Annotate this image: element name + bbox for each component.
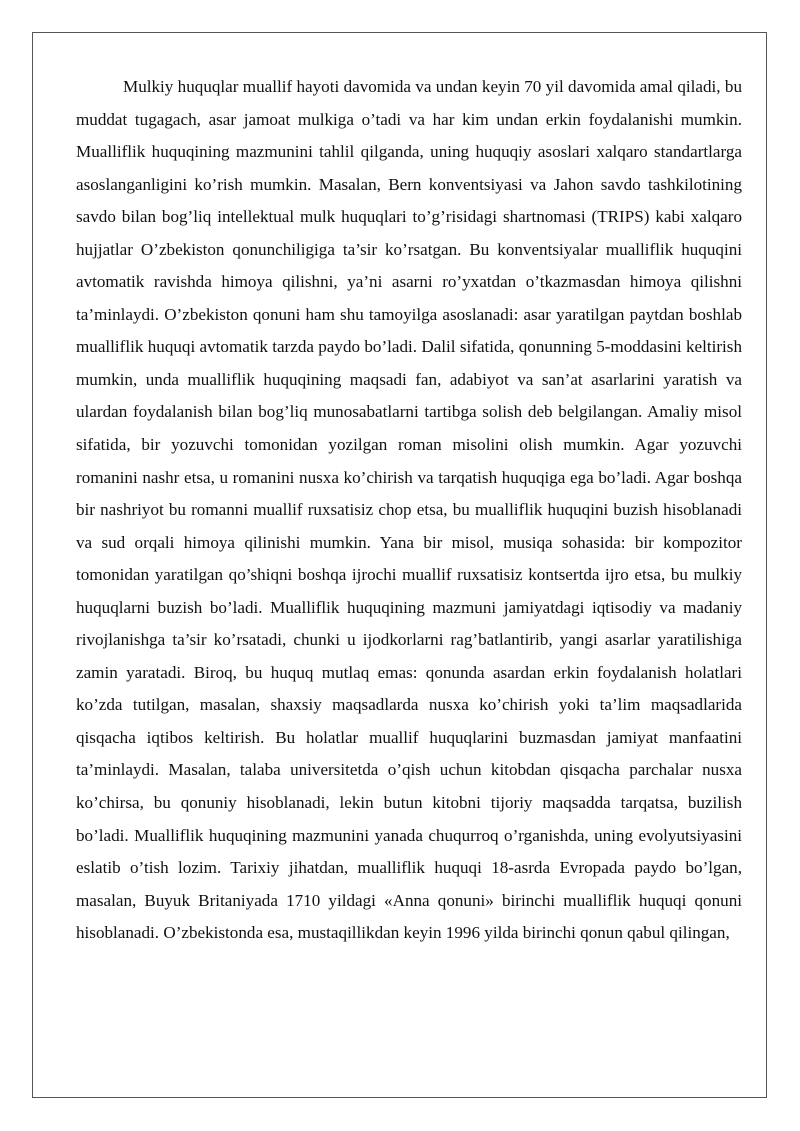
body-paragraph: Mulkiy huquqlar muallif hayoti davomida va undan keyin 70 yil davomida amal qiladi, bu muddat tugagach, asar jamoat mulkiga o’tadi va har kim undan erkin foydalanishi mumkin. Mualliflik huquqining mazmunini tahlil qilganda, uning huquqiy asoslari xalqaro standartlarga asoslanganligini ko’rish mumkin. Masalan, Bern konventsiyasi va Jahon savdo tashkilotining savdo bilan bog’liq intellektual mulk huquqlari to’g’risidagi shartnomasi (TRIPS) kabi xalqaro hujjatlar O’zbekiston qonunchiligiga ta’sir ko’rsatgan. Bu konventsiyalar mualliflik huquqini avtomatik ravishda himoya qilishni, ya’ni asarni ro’yxatdan o’tkazmasdan himoya qilishni ta’minlaydi. O’zbekiston qonuni ham shu tamoyilga asoslanadi: asar yaratilgan paytdan boshlab mualliflik huquqi avtomatik tarzda paydo bo’ladi. Dalil sifatida, qonunning 5-moddasini keltirish mumkin, unda mualliflik huquqining maqsadi fan, adabiyot va san’at asarlarini yaratish va ulardan foydalanish bilan bog’liq munosabatlarni tartibga solish deb belgilangan. Amaliy misol sifatida, bir yozuvchi tomonidan yozilgan roman misolini olish mumkin. Agar yozuvchi romanini nashr etsa, u romanini nusxa ko’chirish va tarqatish huquqiga ega bo’ladi. Agar boshqa bir nashriyot bu romanni muallif ruxsatisiz chop etsa, bu mualliflik huquqini buzish hisoblanadi va sud orqali himoya qilinishi mumkin. Yana bir misol, musiqa sohasida: bir kompozitor tomonidan yaratilgan qo’shiqni boshqa ijrochi muallif ruxsatisiz kontsertda ijro etsa, bu mulkiy huquqlarni buzish bo’ladi. Mualliflik huquqining mazmuni jamiyatdagi iqtisodiy va madaniy rivojlanishga ta’sir ko’rsatadi, chunki u ijodkorlarni rag’batlantirib, yangi asarlar yaratilishiga zamin yaratadi. Biroq, bu huquq mutlaq emas: qonunda asardan erkin foydalanish holatlari ko’zda tutilgan, masalan, shaxsiy maqsadlarda nusxa ko’chirish yoki ta’lim maqsadlarida qisqacha iqtibos keltirish. Bu holatlar muallif huquqlarini buzmasdan jamiyat manfaatini ta’minlaydi. Masalan, talaba universitetda o’qish uchun kitobdan qisqacha parchalar nusxa ko’chirsa, bu qonuniy hisoblanadi, lekin butun kitobni tijoriy maqsadda tarqatsa, buzilish bo’ladi. Mualliflik huquqining mazmunini yanada chuqurroq o’rganishda, uning evolyutsiyasini eslatib o’tish lozim. Tarixiy jihatdan, mualliflik huquqi 18-asrda Evropada paydo bo’lgan, masalan, Buyuk Britaniyada 1710 yildagi «Anna qonuni» birinchi mualliflik huquqi qonuni hisoblanadi. O’zbekistonda esa, mustaqillikdan keyin 1996 yilda birinchi qonun qabul qilingan, xyxy=(76,77,742,943)
